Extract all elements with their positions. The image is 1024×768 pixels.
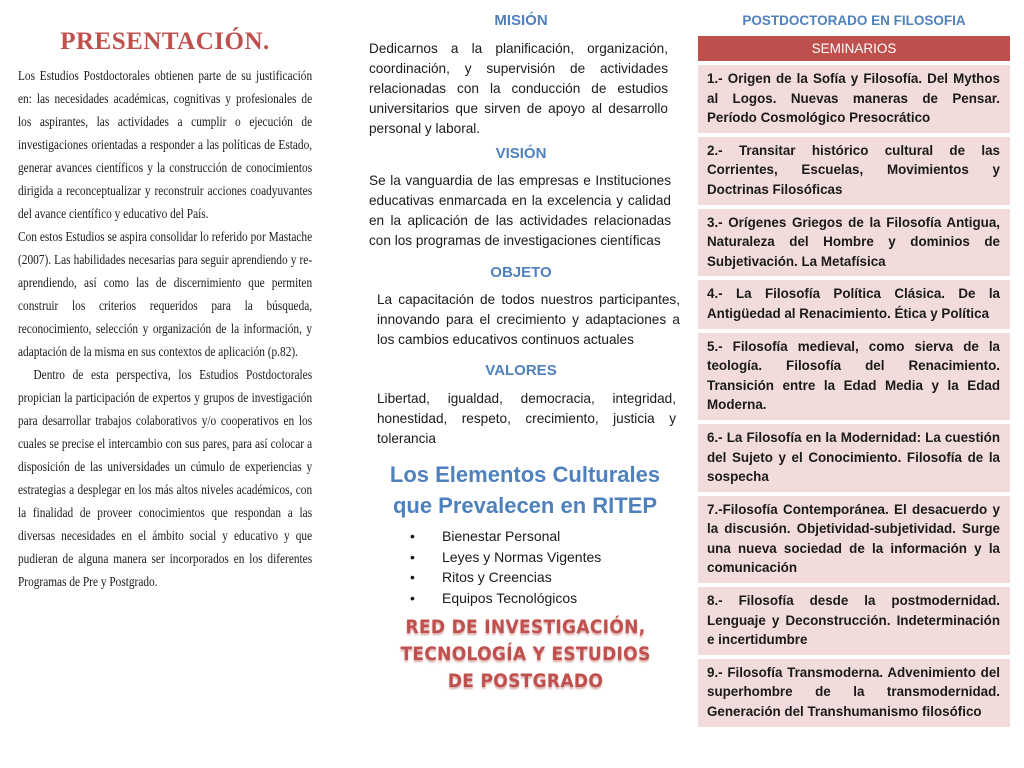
presentacion-title: PRESENTACIÓN.: [60, 28, 270, 55]
postdoctorado-title: POSTDOCTORADO EN FILOSOFIA: [742, 13, 966, 28]
presentacion-column: [18, 0, 312, 593]
mision-heading: MISIÓN: [494, 12, 548, 29]
list-item: • Ritos y Creencias: [410, 567, 680, 588]
seminario-item: 6.- La Filosofía en la Modernidad: La cuestión del Sujeto y el Conocimiento. Filosofía de la sospecha: [698, 424, 1010, 492]
seminario-item: 4.- La Filosofía Política Clásica. De la Antigüedad al Renacimiento. Ética y Política: [698, 280, 1010, 328]
valores-text: Libertad, igualdad, democracia, integridad, honestidad, respeto, crecimiento, justicia y tolerancia: [377, 391, 676, 446]
seminario-item: 2.- Transitar histórico cultural de las Corrientes, Escuelas, Movimientos y Doctrinas Filosóficas: [698, 137, 1010, 205]
list-item: • Equipos Tecnológicos: [410, 588, 680, 609]
seminario-item: 1.- Origen de la Sofía y Filosofía. Del Mythos al Logos. Nuevas maneras de Pensar. Período Cosmológico Presocrático: [698, 65, 1010, 133]
valores-section: [362, 362, 680, 449]
vision-text: Se la vanguardia de las empresas e Instituciones educativas enmarcada en la excelencia y calidad en la aplicación de las actividades relacionadas con los programas de investigaciones científicas: [369, 173, 671, 248]
elementos-list: [362, 526, 680, 608]
elementos-section: [362, 459, 680, 608]
seminario-item: 8.- Filosofía desde la postmodernidad. Lenguaje y Deconstrucción. Indeterminación e incertidumbre: [698, 587, 1010, 655]
presentacion-paragraph-2: Con estos Estudios se aspira consolidar lo referido por Mastache (2007). Las habilidades necesarias para seguir aprendiendo y re-aprendiendo, así como las de discernimiento que permiten construir los criterios requeridos para la búsqueda, reconocimiento, selección y organización de la información, y adaptación de la misma en sus contextos de aplicación (p.82).: [18, 229, 313, 359]
mision-column: [362, 0, 680, 695]
valores-heading: VALORES: [485, 362, 557, 379]
vision-heading: VISIÓN: [495, 145, 547, 162]
seminario-item: 7.-Filosofía Contemporánea. El desacuerdo y la discusión. Objetividad-subjetividad. Surge una nueva sociedad de la información y la comunicación: [698, 496, 1010, 583]
mision-section: [362, 12, 680, 139]
vision-section: [362, 145, 680, 251]
elementos-title: Los Elementos Culturales que Prevalecen en RITEP: [389, 462, 661, 518]
presentacion-body: [18, 64, 312, 593]
mision-text: Dedicarnos a la planificación, organización, coordinación, y supervisión de actividades relacionadas con la conducción de estudios universitarios que sirven de apoyo al desarrollo personal y laboral.: [369, 41, 668, 136]
objeto-heading: OBJETO: [490, 264, 552, 281]
seminarios-list: [698, 65, 1010, 727]
list-item: • Leyes y Normas Vigentes: [410, 547, 680, 568]
red-investigacion-title: RED DE INVESTIGACIÓN, TECNOLOGÍA Y ESTUDIOS DE POSTGRADO: [400, 616, 651, 692]
postdoctorado-column: [698, 0, 1010, 727]
presentacion-paragraph-3: Dentro de esta perspectiva, los Estudios Postdoctorales propician la participación de expertos y grupos de investigación para desarrollar trabajos colaborativos y/o cooperativos en los cuales se precise el intercambio con sus pares, para así colocar a disposición de las universidades un cúmulo de experiencias y estrategias a desplegar en los más altos niveles académicos, con la finalidad de proveer conocimientos que respondan a las diversas necesidades en el ámbito social y educativo y que pudieran de alguna manera ser incorporados en los diferentes Programas de Pre y Postgrado.: [18, 367, 313, 589]
seminarios-header: SEMINARIOS: [698, 36, 1010, 61]
presentacion-paragraph-1: Los Estudios Postdoctorales obtienen parte de su justificación en: las necesidades académicas, cognitivas y profesionales de los aspirantes, las actividades a cumplir o ejecución de investigaciones orientadas a responder a las políticas de Estado, generar avances científicos y la construcción de conocimientos dirigida a reconceptualizar y reconstruir acciones coadyuvantes del avance científico y educativo del País.: [18, 68, 313, 221]
seminario-item: 3.- Orígenes Griegos de la Filosofía Antigua, Naturaleza del Hombre y dominios de Subjetivación. La Metafísica: [698, 209, 1010, 277]
seminario-item: 5.- Filosofía medieval, como sierva de la teología. Filosofía del Renacimiento. Transición entre la Edad Media y la Edad Moderna.: [698, 333, 1010, 420]
objeto-section: [362, 264, 680, 350]
objeto-text: La capacitación de todos nuestros participantes, innovando para el crecimiento y adaptaciones a los cambios educativos continuos actuales: [377, 292, 680, 347]
seminario-item: 9.- Filosofía Transmoderna. Advenimiento del superhombre de la transmodernidad. Generación del Transhumanismo filosófico: [698, 659, 1010, 727]
list-item: • Bienestar Personal: [410, 526, 680, 547]
